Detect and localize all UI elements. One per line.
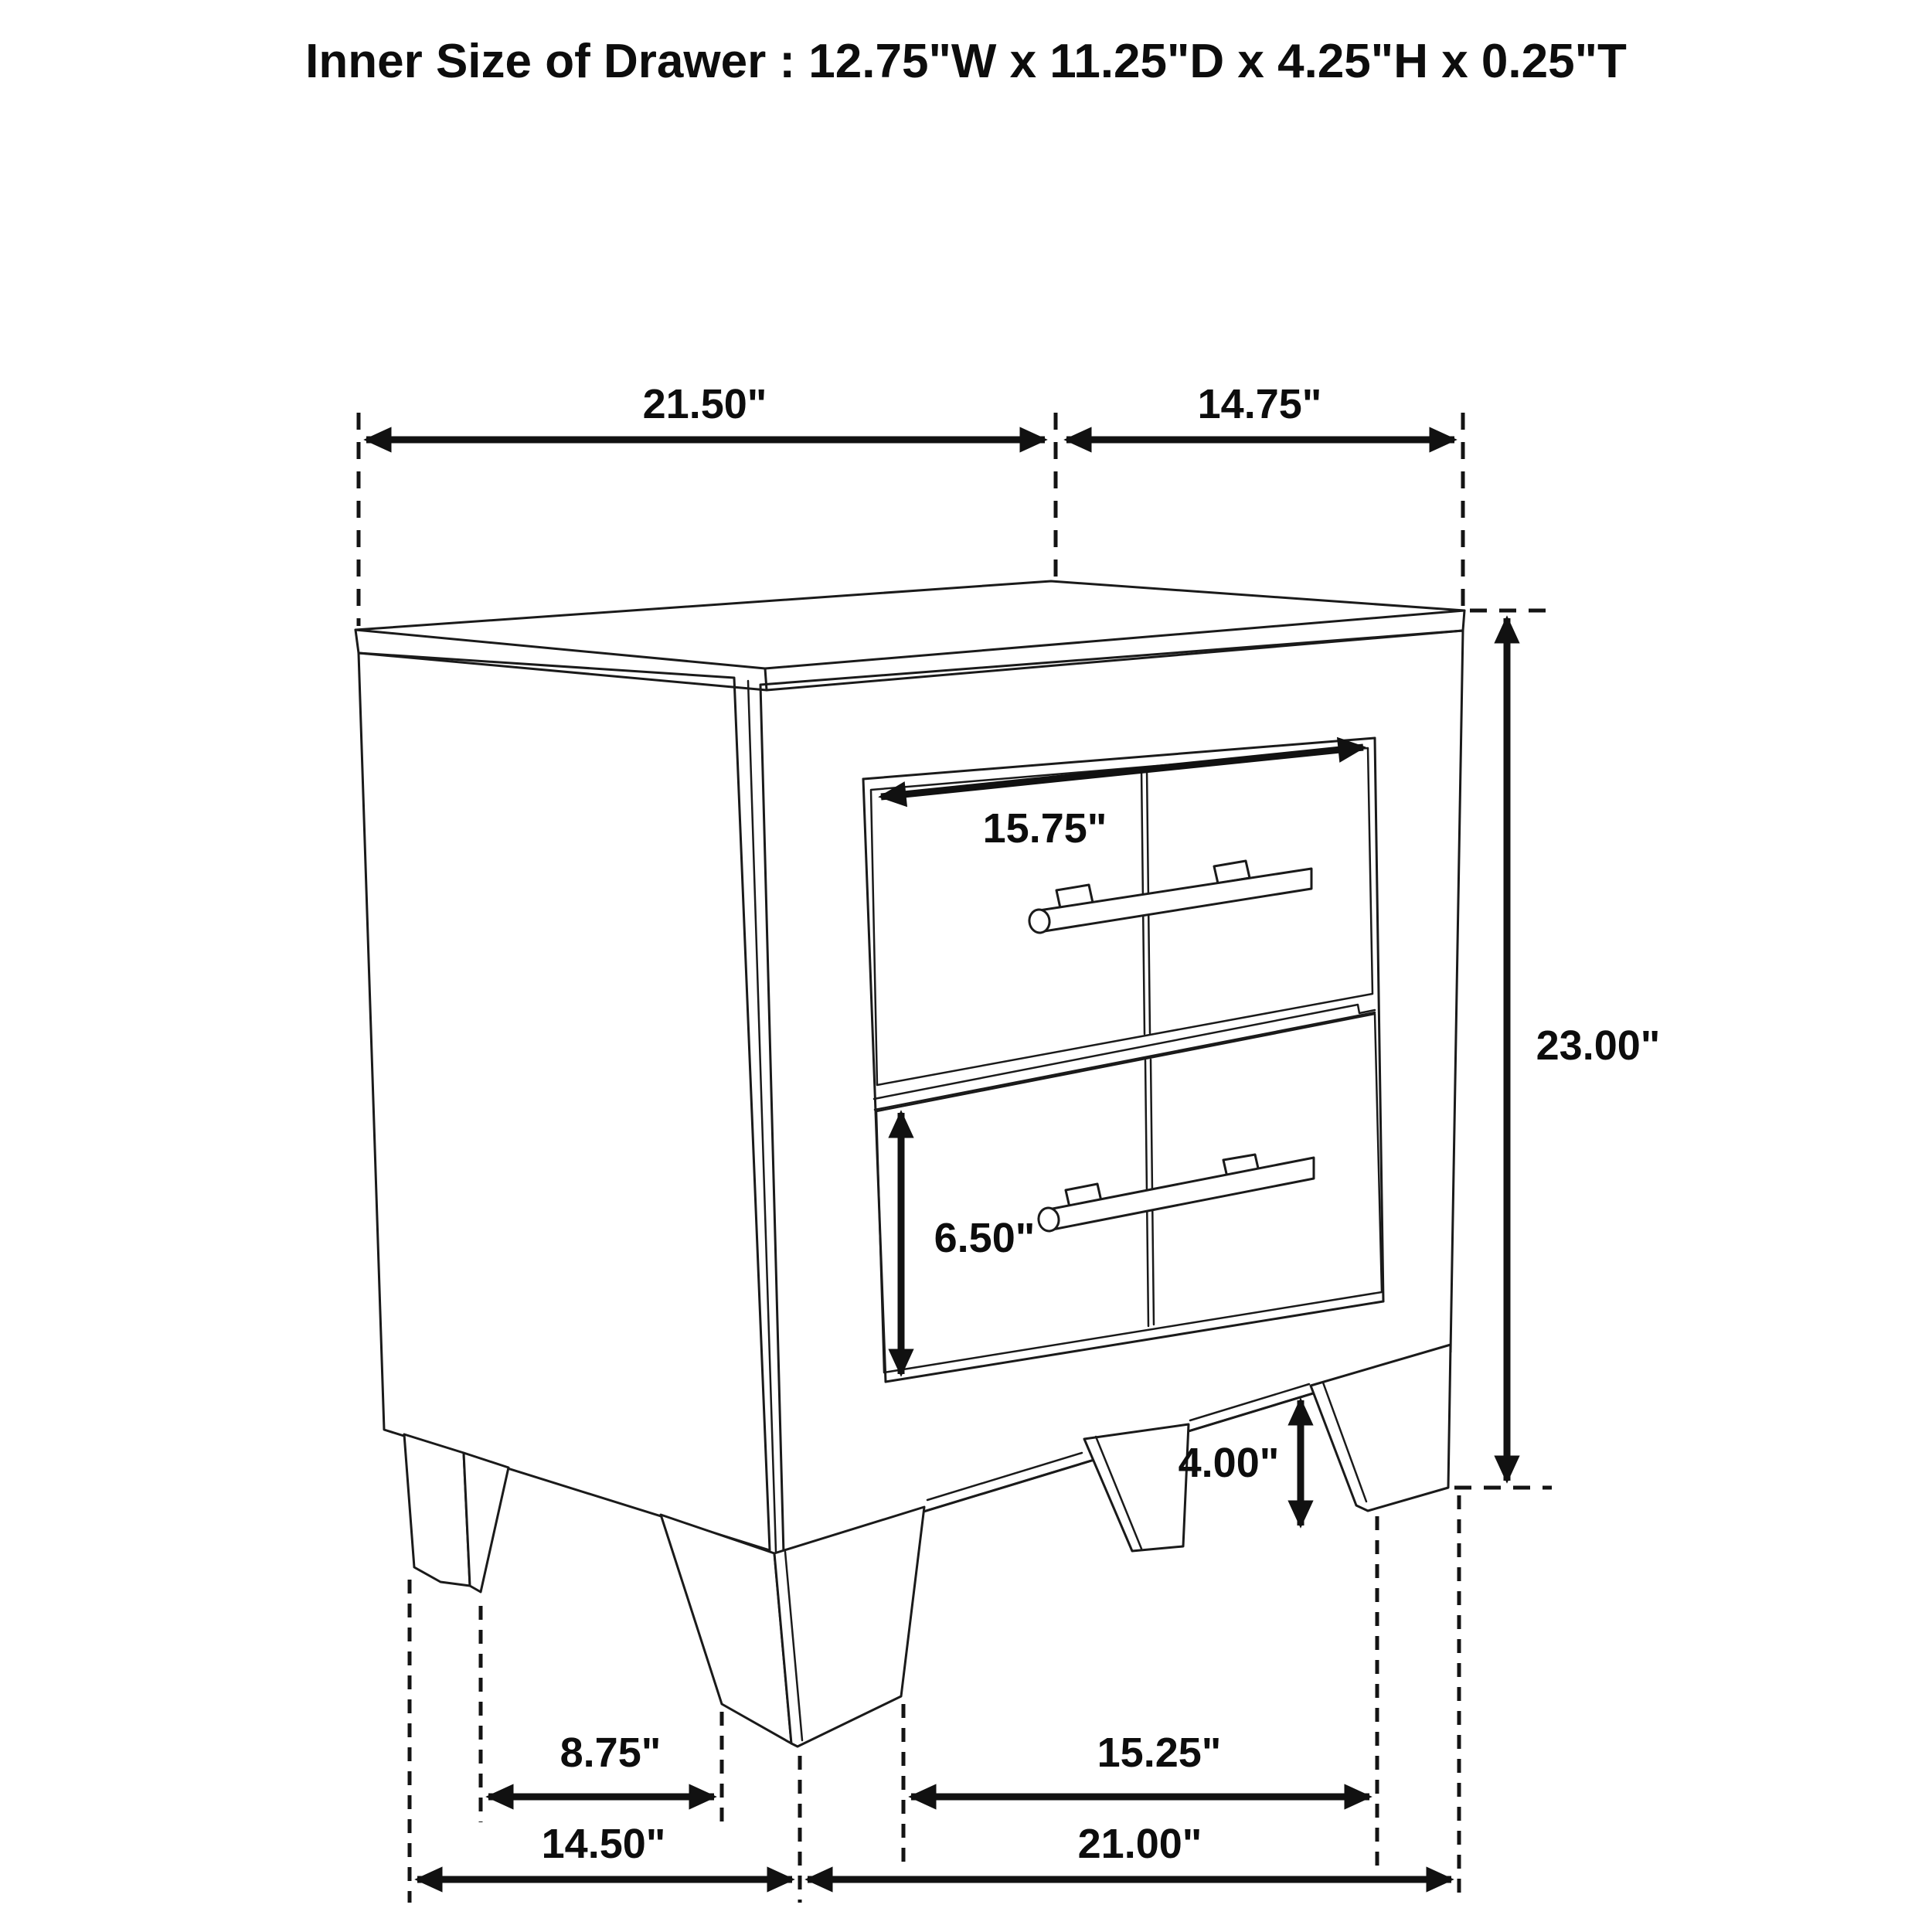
leg-back-right-face: [1084, 1424, 1189, 1551]
leg-back-left-front-face: [464, 1453, 509, 1592]
top-corner-edge-left: [355, 630, 359, 653]
dim-label-top-width: 21.50": [642, 381, 767, 427]
dim-label-footprint-depth: 14.50": [541, 1821, 666, 1867]
dim-label-drawer-width: 15.75": [982, 805, 1107, 852]
side-panel: [359, 653, 770, 1550]
dim-label-leg-spacing-side: 8.75": [560, 1730, 662, 1776]
dim-label-top-depth: 14.75": [1197, 381, 1322, 427]
leg-back-right: [1084, 1424, 1189, 1551]
page-title: Inner Size of Drawer : 12.75"W x 11.25"D x 4.25"H x 0.25"T: [305, 35, 1627, 88]
dim-label-leg-spacing-front: 15.25": [1097, 1730, 1222, 1776]
leg-back-left-side-face: [404, 1434, 470, 1586]
leg-front-left-side-face: [661, 1515, 791, 1743]
dim-label-footprint-width: 21.00": [1077, 1821, 1202, 1867]
top-corner-edge-right: [1463, 611, 1464, 631]
top-corner-edge-front: [765, 668, 767, 690]
dim-label-leg-height: 4.00": [1178, 1440, 1280, 1486]
dim-label-bottom-drawer-height: 6.50": [934, 1215, 1036, 1261]
dim-label-overall-height: 23.00": [1536, 1022, 1661, 1069]
